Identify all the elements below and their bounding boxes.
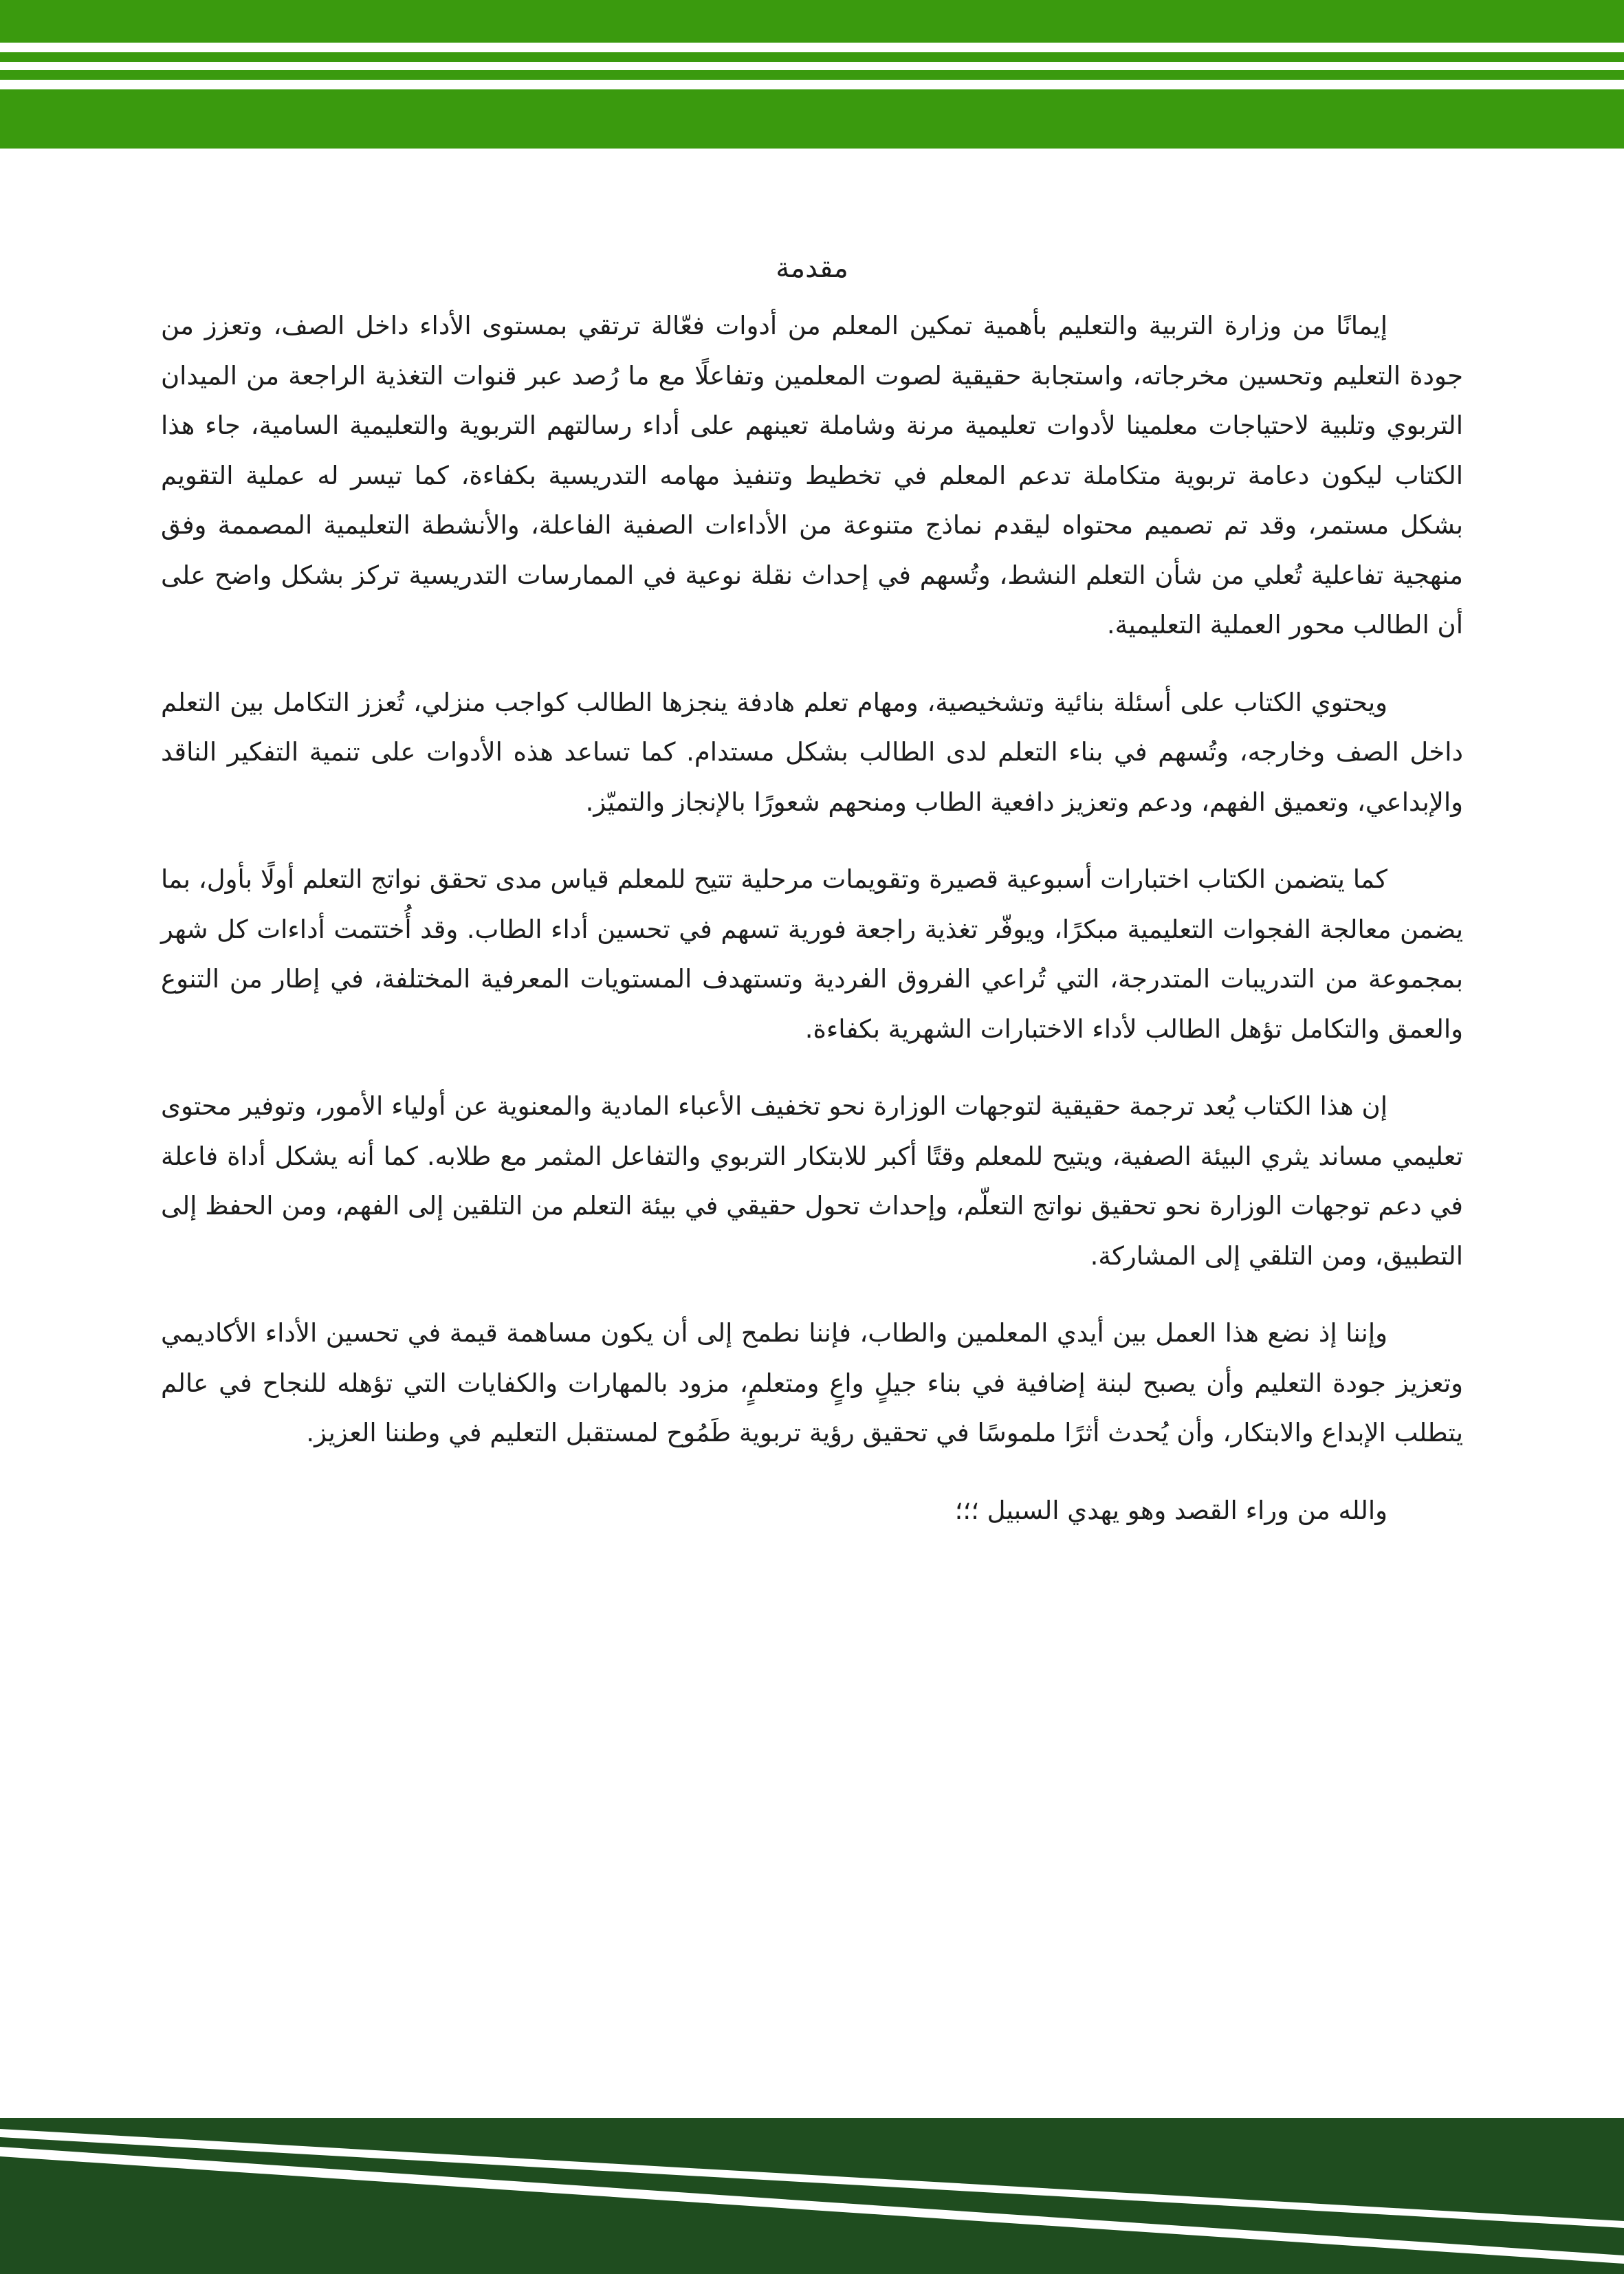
closing-line: والله من وراء القصد وهو يهدي السبيل ؛؛؛ — [954, 1495, 1387, 1525]
paragraph-4: إن هذا الكتاب يُعد ترجمة حقيقية لتوجهات الوزارة نحو تخفيف الأعباء المادية والمعنوية عن أولياء الأمور، وتوفير محتوى تعليمي مساند يثري البيئة الصفية، ويتيح للمعلم وقتًا أكبر للابتكار التربوي والتفاعل المثمر مع طلابه. كما أنه يشكل أداة فاعلة في دعم توجهات الوزارة نحو تحقيق نواتج التعلّم، وإحداث تحول حقيقي في بيئة التعلم من التلقين إلى الفهم، ومن الحفظ إلى التطبيق، ومن التلقي إلى المشاركة. — [161, 1091, 1463, 1271]
footer-band — [0, 2118, 1624, 2274]
header-band — [0, 0, 1624, 149]
footer-background — [0, 2118, 1624, 2274]
page-title: مقدمة — [776, 252, 848, 284]
header-background — [0, 0, 1624, 149]
header-stripe-2 — [0, 62, 1624, 70]
header-stripe-1 — [0, 43, 1624, 52]
paragraph-2: ويحتوي الكتاب على أسئلة بنائية وتشخيصية، ومهام تعلم هادفة ينجزها الطالب كواجب منزلي، تُعزز التكامل بين التعلم داخل الصف وخارجه، وتُسهم في بناء التعلم لدى الطالب بشكل مستدام. كما تساعد هذه الأدوات على تنمية التفكير الناقد والإبداعي، وتعميق الفهم، ودعم وتعزيز دافعية الطاب ومنحهم شعورًا بالإنجاز والتميّز. — [161, 687, 1463, 817]
header-stripe-3 — [0, 80, 1624, 89]
paragraph-3: كما يتضمن الكتاب اختبارات أسبوعية قصيرة وتقويمات مرحلية تتيح للمعلم قياس مدى تحقق نواتج التعلم أولًا بأول، بما يضمن معالجة الفجوات التعليمية مبكرًا، ويوفّر تغذية راجعة فورية تسهم في تحسين أداء الطاب. وقد أُختتمت أداءات كل شهر بمجموعة من التدريبات المتدرجة، التي تُراعي الفروق الفردية وتستهدف المستويات المعرفية المختلفة، في إطار من التنوع والعمق والتكامل تؤهل الطالب لأداء الاختبارات الشهرية بكفاءة. — [161, 864, 1463, 1044]
header-stripes-graphic — [0, 0, 1624, 149]
paragraph-1: إيمانًا من وزارة التربية والتعليم بأهمية تمكين المعلم من أدوات فعّالة ترتقي بمستوى الأداء داخل الصف، وتعزز من جودة التعليم وتحسين مخرجاته، واستجابة حقيقية لصوت المعلمين وتفاعلًا مع ما رُصد عبر قنوات التغذية الراجعة من الميدان التربوي وتلبية لاحتياجات معلمينا لأدوات تعليمية مرنة وشاملة تعينهم على أداء رسالتهم التربوية والتعليمية السامية، جاء هذا الكتاب ليكون دعامة تربوية متكاملة تدعم المعلم في تخطيط وتنفيذ مهامه التدريسية بكفاءة، كما تيسر له عملية التقويم بشكل مستمر، وقد تم تصميم محتواه ليقدم نماذج متنوعة من الأداءات الصفية الفاعلة، والأنشطة التعليمية المصممة وفق منهجية تفاعلية تُعلي من شأن التعلم النشط، وتُسهم في إحداث نقلة نوعية في الممارسات التدريسية تركز بشكل واضح على أن الطالب محور العملية التعليمية. — [161, 311, 1463, 639]
paragraph-5: وإننا إذ نضع هذا العمل بين أيدي المعلمين والطاب، فإننا نطمح إلى أن يكون مساهمة قيمة في تحسين الأداء الأكاديمي وتعزيز جودة التعليم وأن يصبح لبنة إضافية في بناء جيلٍ واعٍ ومتعلمٍ، مزود بالمهارات والكفايات التي تؤهله للنجاح في عالم يتطلب الإبداع والابتكار، وأن يُحدث أثرًا ملموسًا في تحقيق رؤية تربوية طَمُوح لمستقبل التعليم في وطننا العزيز. — [161, 1318, 1463, 1447]
footer-stripes-graphic — [0, 2118, 1624, 2274]
document-body — [161, 241, 1463, 1535]
